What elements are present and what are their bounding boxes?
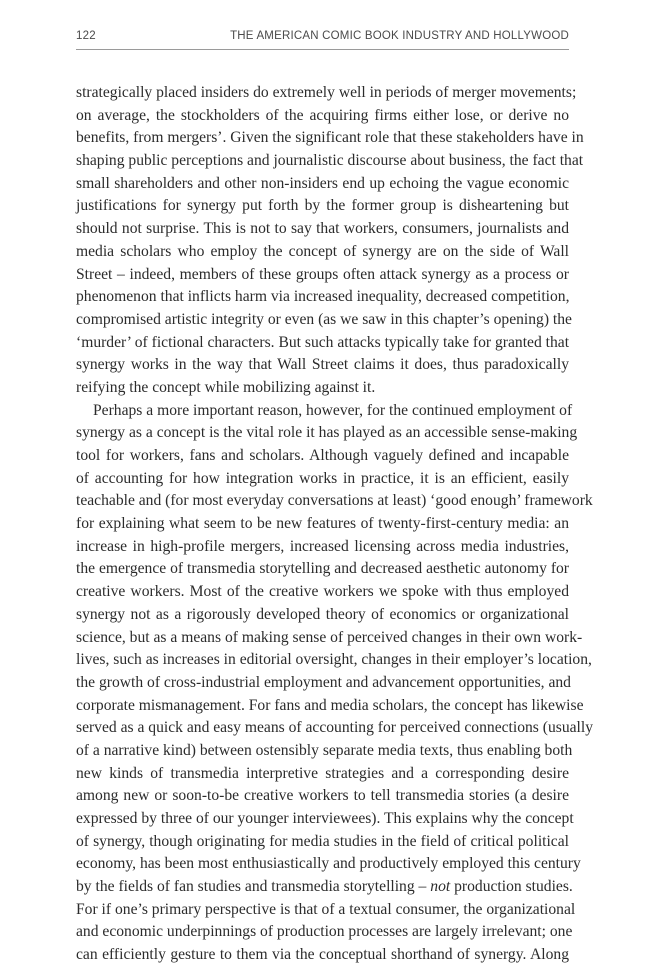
- text-line: synergy not as a rigorously developed theory of economics or organizational: [76, 605, 569, 623]
- text-line: on average, the stockholders of the acquiring firms either lose, or derive no: [76, 106, 569, 124]
- text-line: can efficiently gesture to them via the conceptual shorthand of synergy. Along: [76, 946, 569, 964]
- text-line: lives, such as increases in editorial oversight, changes in their employer’s location,: [76, 651, 592, 669]
- text-line: synergy works in the way that Wall Street claims it does, thus paradoxically: [76, 356, 569, 374]
- text-line: corporate mismanagement. For fans and media scholars, the concept has likewise: [76, 696, 584, 714]
- text-line: new kinds of transmedia interpretive strategies and a corresponding desire: [76, 764, 569, 782]
- paragraph-1: [76, 82, 584, 400]
- text-line: of a narrative kind) between ostensibly separate media texts, thus enabling both: [76, 741, 573, 759]
- italic-emphasis: not: [430, 878, 451, 896]
- text-line: ‘murder’ of fictional characters. But such attacks typically take for granted that: [76, 333, 570, 351]
- text-line: of synergy, though originating for media studies in the field of critical political: [76, 832, 569, 850]
- text-line: teachable and (for most everyday conversations at least) ‘good enough’ framework: [76, 492, 593, 510]
- text-line: compromised artistic integrity or even (as we saw in this chapter’s opening) the: [76, 310, 572, 328]
- text-segment: by the fields of fan studies and transmedia storytelling –: [76, 878, 427, 896]
- paragraph-2: [76, 400, 593, 967]
- text-line: and economic underpinnings of production processes are largely irrelevant; one: [76, 923, 573, 941]
- text-line: of accounting for how integration works in practice, it is an efficient, easily: [76, 469, 569, 487]
- text-line: for explaining what seem to be new features of twenty-first-century media: an: [76, 515, 569, 533]
- text-line: served as a quick and easy means of accounting for perceived connections (usually: [76, 719, 593, 737]
- text-line: Perhaps a more important reason, however, for the continued employment of: [93, 401, 573, 419]
- text-line-with-italic: [76, 876, 573, 899]
- text-line: creative workers. Most of the creative workers we spoke with thus employed: [76, 583, 569, 601]
- text-line: small shareholders and other non-insiders end up echoing the vague economic: [76, 174, 569, 192]
- text-line: media scholars who employ the concept of synergy are on the side of Wall: [76, 242, 569, 260]
- text-line: phenomenon that inflicts harm via increased inequality, decreased competition,: [76, 288, 570, 306]
- header-rule: [76, 49, 569, 50]
- text-line: increase in high-profile mergers, increased licensing across media industries,: [76, 537, 569, 555]
- text-line: economy, has been most enthusiastically and productively employed this century: [76, 855, 581, 873]
- running-title: THE AMERICAN COMIC BOOK INDUSTRY AND HOLLYWOOD: [230, 30, 569, 42]
- text-line: benefits, from mergers’. Given the significant role that these stakeholders have in: [76, 129, 584, 147]
- text-line: tool for workers, fans and scholars. Although vaguely defined and incapable: [76, 447, 569, 464]
- text-line: the growth of cross-industrial employment and advancement opportunities, and: [76, 673, 571, 691]
- text-line: science, but as a means of making sense of perceived changes in their own work-: [76, 628, 583, 646]
- running-header: [76, 30, 569, 48]
- text-line: Street – indeed, members of these groups often attack synergy as a process or: [76, 265, 569, 283]
- page-number: 122: [76, 30, 96, 42]
- text-line: among new or soon-to-be creative workers to tell transmedia stories (a desire: [76, 787, 569, 805]
- text-line: expressed by three of our younger interviewees). This explains why the concept: [76, 810, 574, 827]
- text-line: reifying the concept while mobilizing against it.: [76, 378, 376, 396]
- text-line: justifications for synergy put forth by the former group is disheartening but: [76, 197, 569, 215]
- text-line: the emergence of transmedia storytelling and decreased aesthetic autonomy for: [76, 560, 569, 578]
- text-segment: production studies.: [454, 878, 573, 896]
- body-text: [76, 82, 593, 967]
- text-line: should not surprise. This is not to say that workers, consumers, journalists and: [76, 220, 569, 238]
- text-line: strategically placed insiders do extremely well in periods of merger movements;: [76, 84, 577, 101]
- text-line: For if one’s primary perspective is that of a textual consumer, the organizational: [76, 900, 576, 918]
- text-line: shaping public perceptions and journalistic discourse about business, the fact that: [76, 152, 584, 170]
- text-line: synergy as a concept is the vital role it has played as an accessible sense-making: [76, 424, 578, 442]
